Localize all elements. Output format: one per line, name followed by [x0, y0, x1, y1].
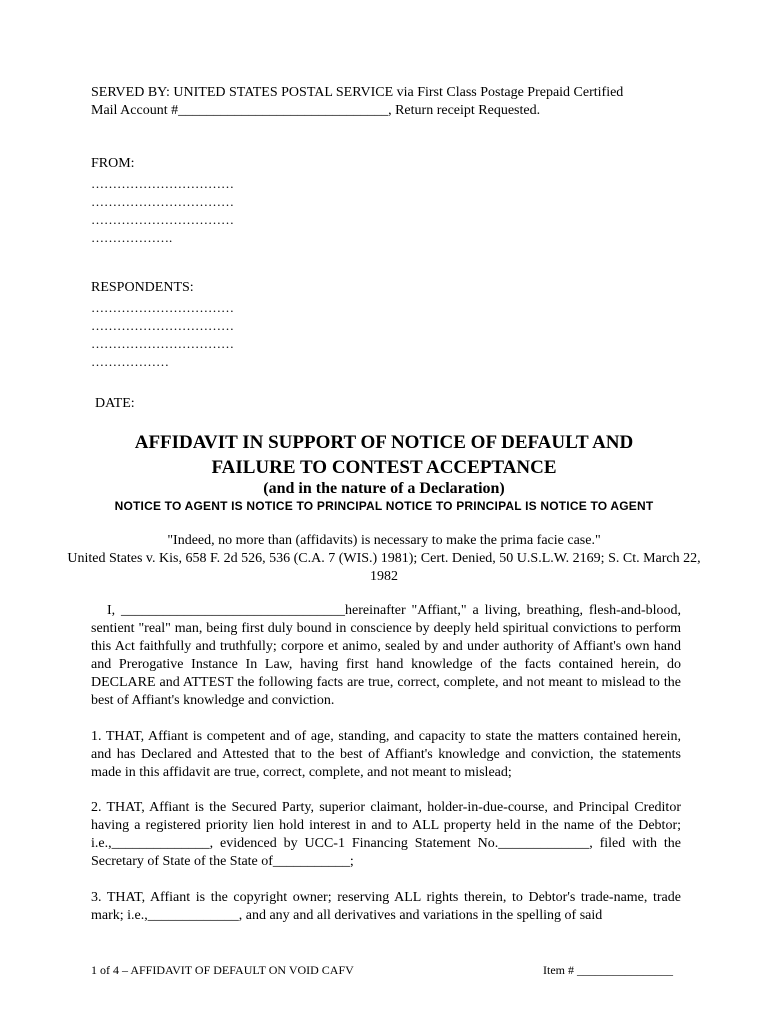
title-line-1: AFFIDAVIT IN SUPPORT OF NOTICE OF DEFAULT AND — [134, 432, 634, 453]
from-label: FROM: — [91, 156, 135, 171]
document-title — [40, 430, 728, 480]
footer-item-number: Item # ________________ — [543, 963, 673, 977]
footer-page-label: 1 of 4 – AFFIDAVIT OF DEFAULT ON VOID CAFV — [91, 963, 354, 977]
from-address-lines — [91, 175, 681, 247]
affidavit-item-2: 2. THAT, Affiant is the Secured Party, superior claimant, holder-in-due-course, and Principal Creditor having a registered priority lien hold interest in and to ALL property held in the name of the Debtor; i.e.,______________, evidenced by UCC-1 Financing Statement No._____________, filed with the Secretary of State of the State of___________; — [91, 800, 681, 869]
respondents-line: ……………… — [91, 354, 169, 369]
from-line: …………………………… — [91, 212, 234, 227]
respondents-label: RESPONDENTS: — [91, 280, 194, 295]
from-line: …………………………… — [91, 176, 234, 191]
affiant-intro-paragraph: I, ________________________________hereinafter "Affiant," a living, breathing, flesh-and-blood, sentient "real" man, being first duly bound in conscience by deeply held spiritual convictions to perform this Act faithfully and truthfully; corpore et animo, sealed by and under authority of Affiant's own hand and Prerogative Instance In Law, having first hand knowledge of the facts contained herein, do DECLARE and ATTEST the following facts are true, correct, complete, and not meant to mislead to the best of Affiant's knowledge and conviction. — [91, 603, 681, 708]
served-by-line-1: SERVED BY: UNITED STATES POSTAL SERVICE via First Class Postage Prepaid Certified — [91, 85, 624, 100]
served-by-block — [91, 84, 681, 120]
quote-text: "Indeed, no more than (affidavits) is necessary to make the prima facie case." — [167, 533, 601, 548]
affidavit-item-1: 1. THAT, Affiant is competent and of age, standing, and capacity to state the matters contained herein, and has Declared and Attested that to the best of Affiant's knowledge and conviction, the statements made in this affidavit are true, correct, complete, and not meant to mislead; — [91, 729, 681, 780]
served-by-line-2: Mail Account #______________________________, Return receipt Requested. — [91, 103, 541, 118]
from-line: ………………. — [91, 230, 173, 245]
respondents-line: …………………………… — [91, 318, 234, 333]
agent-principal-notice: NOTICE TO AGENT IS NOTICE TO PRINCIPAL NOTICE TO PRINCIPAL IS NOTICE TO AGENT — [114, 499, 654, 513]
document-subtitle: (and in the nature of a Declaration) — [263, 480, 505, 497]
from-line: …………………………… — [91, 194, 234, 209]
title-line-2: FAILURE TO CONTEST ACCEPTANCE — [211, 457, 557, 478]
legal-quote — [60, 532, 708, 586]
affidavit-item-3: 3. THAT, Affiant is the copyright owner; reserving ALL rights therein, to Debtor's trade-name, trade mark; i.e.,_____________, and any and all derivatives and variations in the spelling of said — [91, 890, 681, 923]
respondents-line: …………………………… — [91, 336, 234, 351]
respondents-line: …………………………… — [91, 300, 234, 315]
quote-citation: United States v. Kis, 658 F. 2d 526, 536 (C.A. 7 (WIS.) 1981); Cert. Denied, 50 U.S.L.W. 2169; S. Ct. March 22, 1982 — [67, 551, 701, 584]
respondents-address-lines — [91, 299, 681, 371]
date-label: DATE: — [95, 396, 135, 411]
